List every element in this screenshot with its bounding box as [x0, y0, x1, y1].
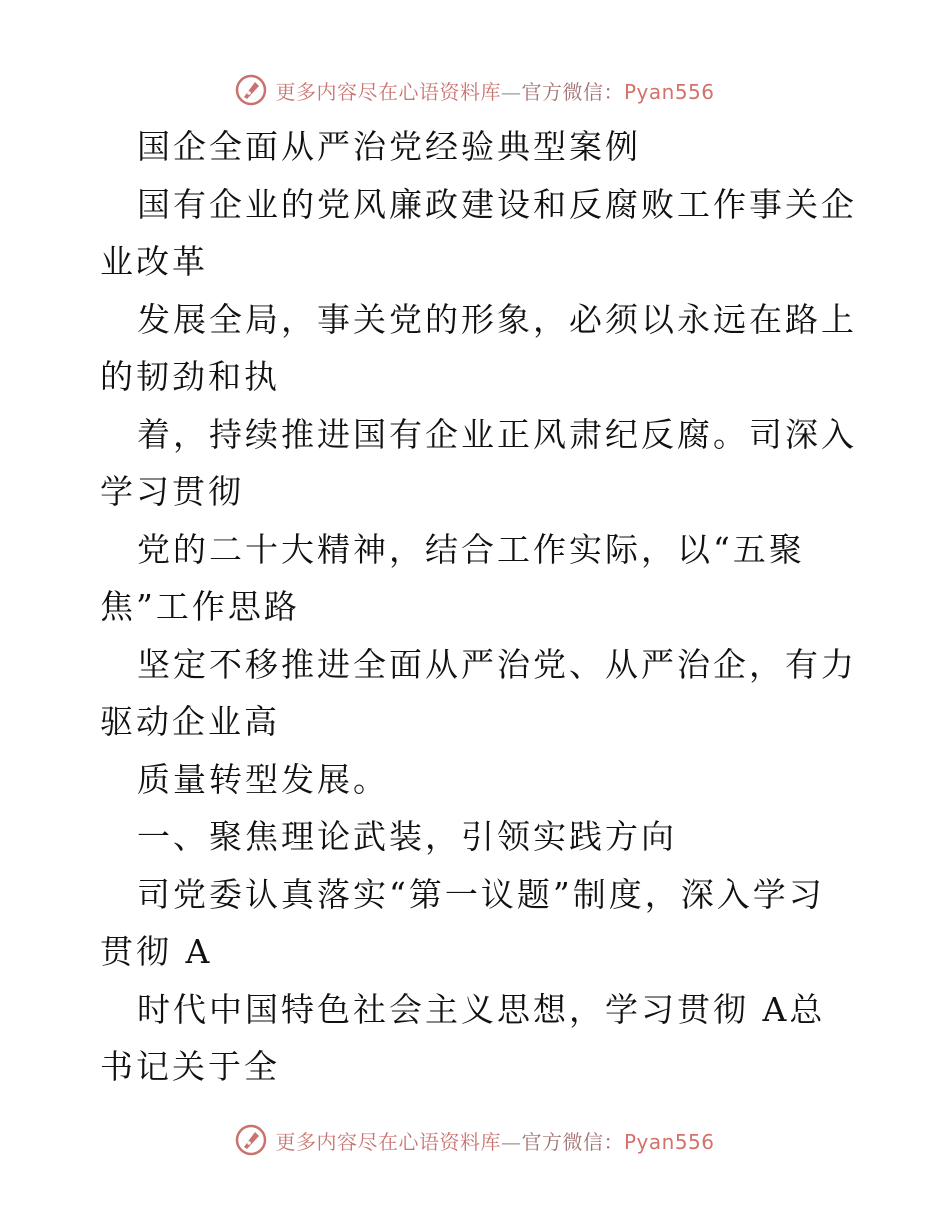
header-text [275, 76, 714, 105]
paragraph: 党的二十大精神，结合工作实际，以“五聚焦”工作思路 [100, 529, 805, 626]
header-wechat-id: Pyan556 [623, 79, 715, 104]
document-title: 国企全面从严治党经验典型案例 [137, 127, 641, 166]
pen-nib-logo-icon [235, 1124, 267, 1156]
paragraph: 国有企业的党风廉政建设和反腐败工作事关企业改革 [100, 184, 857, 281]
footer-wechat-label: 官方微信： [521, 1129, 624, 1154]
pen-nib-logo-icon [235, 74, 267, 106]
document-body [100, 118, 860, 1096]
paragraph: 着，持续推进国有企业正风肃纪反腐。司深入学习贯彻 [100, 414, 857, 511]
header-dash: — [500, 79, 522, 104]
footer-wechat-id: Pyan556 [623, 1129, 715, 1154]
footer-tagline: 更多内容尽在心语资料库 [275, 1129, 501, 1154]
section-heading: 一、聚焦理论武装，引领实践方向 [137, 817, 677, 856]
footer-banner [0, 1120, 950, 1160]
header-wechat-label: 官方微信： [521, 79, 624, 104]
header-tagline: 更多内容尽在心语资料库 [275, 79, 501, 104]
paragraph: 司党委认真落实“第一议题”制度，深入学习贯彻 A [100, 874, 825, 971]
paragraph: 时代中国特色社会主义思想，学习贯彻 A总书记关于全 [100, 989, 826, 1086]
paragraph: 坚定不移推进全面从严治党、从严治企，有力驱动企业高 [100, 644, 857, 741]
paragraph: 质量转型发展。 [137, 759, 389, 799]
footer-dash: — [500, 1129, 522, 1154]
header-banner [0, 70, 950, 110]
paragraph: 发展全局，事关党的形象，必须以永远在路上的韧劲和执 [100, 299, 857, 396]
footer-text [275, 1126, 714, 1155]
